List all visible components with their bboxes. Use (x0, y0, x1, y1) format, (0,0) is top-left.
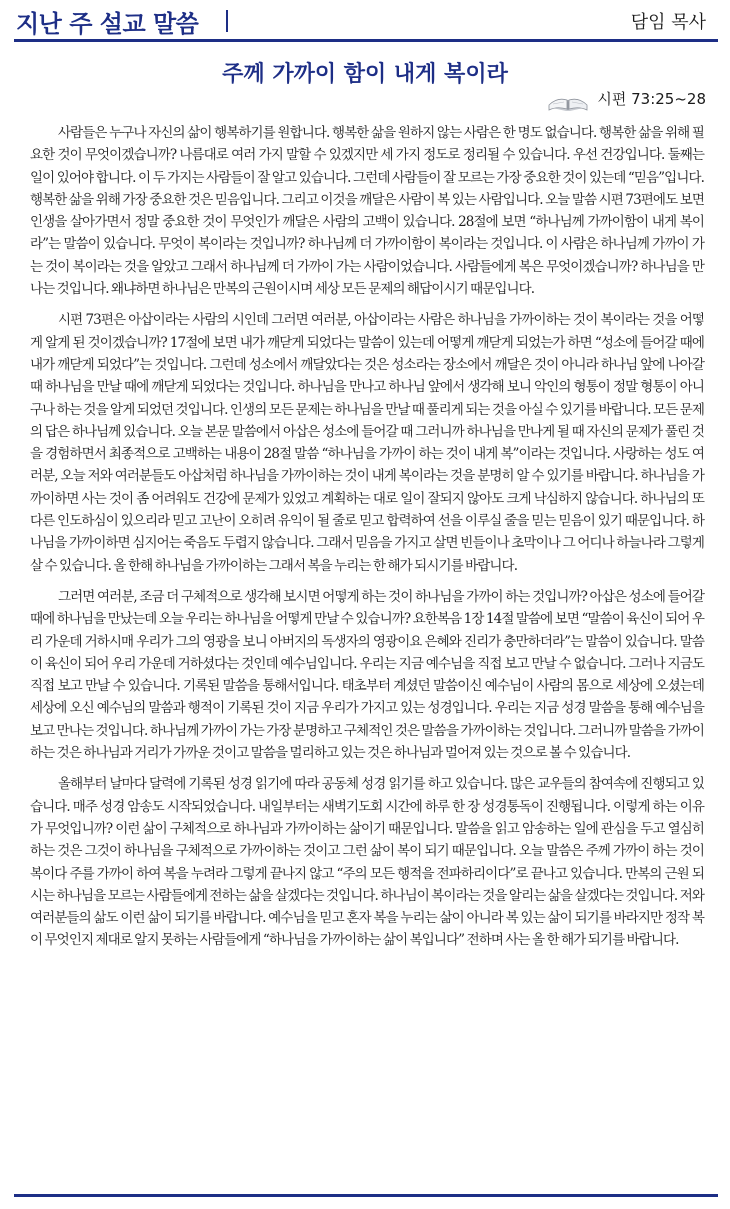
sermon-body (30, 122, 704, 961)
sermon-title: 주께 가까이 함이 내게 복이라 (222, 62, 508, 87)
paragraph: 사람들은 누구나 자신의 삶이 행복하기를 원합니다. 행복한 삶을 원하지 않는 사람은 한 명도 없습니다. 행복한 삶을 위해 필요한 것이 무엇이겠습니까? 나름대로 여러 가지 말할 수 있겠지만 세 가지 정도로 정리될 수 있습니다. 우선 건강입니다. 둘째는 일이 있어야 합니다. 이 두 가지는 사람들이 잘 알고 있습니다. 그런데 사람들이 잘 모르는 가장 중요한 것이 있는데 “믿음”입니다. 행복한 삶을 위해 가장 중요한 것은 믿음입니다. 그리고 이것을 깨달은 사람이 복 있는 사람입니다. 오늘 말씀 시편 73편에도 보면 인생을 살아가면서 정말 중요한 것이 무엇인가 깨달은 사람의 고백이 있습니다. 28절에 보면 “하나님께 가까이함이 내게 복이라”는 말씀이 있습니다. 무엇이 복이라는 것입니까? 하나님께 더 가까이함이 복이라는 것입니다. 이 사람은 하나님께 가까이 가는 것이 복이라는 것을 알았고 그래서 하나님께 더 가까이 가는 사람이었습니다. 사람들에게 복은 무엇이겠습니까? 하나님을 만나는 것입니다. 왜냐하면 하나님은 만복의 근원이시며 세상 모든 문제의 해답이시기 때문입니다. (30, 125, 704, 298)
scripture-reference (597, 88, 706, 112)
page-header (0, 0, 730, 40)
author-label: 담임 목사 (630, 12, 706, 33)
paragraph: 올해부터 날마다 달력에 기록된 성경 읽기에 따라 공동체 성경 읽기를 하고 있습니다. 많은 교우들의 참여속에 진행되고 있습니다. 매주 성경 암송도 시작되었습니다. 내일부터는 새벽기도회 시간에 하루 한 장 성경통독이 진행됩니다. 이렇게 하는 이유가 무엇입니까? 이런 삶이 구체적으로 하나님과 가까이하는 삶이기 때문입니다. 말씀을 읽고 암송하는 일에 관심을 두고 열심히 하는 것은 그것이 하나님을 구체적으로 가까이하는 것이고 그런 삶이 복이 되기 때문입니다. 오늘 말씀은 주께 가까이 하는 것이 복이다 주를 가까이 하여 복을 누려라 그렇게 끝나지 않고 “주의 모든 행적을 전파하리이다”로 끝나고 있습니다. 만복의 근원 되시는 하나님을 모르는 사람들에게 전하는 삶을 살겠다는 것입니다. 하나님이 복이라는 것을 알리는 삶을 살겠다는 것입니다. 저와 여러분들의 삶도 이런 삶이 되기를 바랍니다. 예수님을 믿고 혼자 복을 누리는 삶이 아니라 복 있는 삶이 되기를 바라지만 정작 복이 무엇인지 제대로 알지 못하는 사람들에게 “하나님을 가까이하는 삶이 복입니다” 전하며 사는 올 한 해가 되기를 바랍니다. (30, 776, 704, 949)
paragraph: 그러면 여러분, 조금 더 구체적으로 생각해 보시면 어떻게 하는 것이 하나님을 가까이 하는 것입니까? 아삽은 성소에 들어갈 때에 하나님을 만났는데 오늘 우리는 하나님을 어떻게 만날 수 있습니까? 요한복음 1장 14절 말씀에 보면 “말씀이 육신이 되어 우리 가운데 거하시매 우리가 그의 영광을 보니 아버지의 독생자의 영광이요 은혜와 진리가 충만하더라”는 말씀이 있습니다. 말씀이 육신이 되어 우리 가운데 거하셨다는 것인데 예수님입니다. 우리는 지금 예수님을 직접 보고 만날 수 없습니다. 그러나 지금도 직접 보고 만날 수 있습니다. 기록된 말씀을 통해서입니다. 태초부터 계셨던 말씀이신 예수님이 사람의 몸으로 세상에 오셨는데 세상에 오신 예수님의 말씀과 행적이 기록된 것이 지금 우리가 가지고 있는 성경입니다. 우리는 지금 성경 말씀을 통해 예수님을 보고 만나는 것입니다. 하나님께 가까이 가는 가장 분명하고 구체적인 것은 말씀을 가까이하는 것입니다. 그러니까 말씀을 가까이하는 것은 하나님과 거리가 가까운 것이고 말씀을 멀리하고 있는 것은 하나님과 멀어져 있는 것으로 볼 수 있습니다. (30, 588, 704, 762)
bottom-divider (14, 1194, 718, 1197)
top-divider (14, 39, 718, 42)
bible-icon (545, 88, 591, 112)
title-separator (226, 10, 228, 32)
paragraph: 시편 73편은 아삽이라는 사람의 시인데 그러면 여러분, 아삽이라는 사람은 하나님을 가까이하는 것이 복이라는 것을 어떻게 알게 된 것이겠습니까? 17절에 보면 내가 깨닫게 되었다는 말씀이 있는데 어떻게 깨닫게 되었는가 하면 “성소에 들어갈 때에 내가 깨닫게 되었다”는 것입니다. 그런데 성소에서 깨달았다는 것은 성소라는 장소에서 깨달은 것이 아니라 하나님 앞에 나아갈 때 하나님을 만날 때에 깨닫게 되었다는 것입니다. 하나님을 만나고 하나님 앞에서 생각해 보니 악인의 형통이 정말 형통이 아니구나 하는 것을 알게 되었던 것입니다. 인생의 모든 문제는 하나님을 만날 때 풀리게 되는 것을 아실 수 있기를 바랍니다. 모든 문제의 답은 하나님께 있습니다. 오늘 본문 말씀에서 아삽은 성소에 들어갈 때 그러니까 하나님을 만나게 될 때 자신의 문제가 풀린 것을 경험하면서 최종적으로 고백하는 내용이 28절 말씀 “하나님을 가까이 하는 것이 내게 복”이라는 것입니다. 사랑하는 성도 여러분, 오늘 저와 여러분들도 아삽처럼 하나님을 가까이하는 것이 내게 복이라는 것을 분명히 알 수 있기를 바랍니다. 하나님을 가까이하면 사는 것이 좀 어려워도 건강에 문제가 있었고 계획하는 대로 일이 잘되지 않아도 크게 낙심하지 않습니다. 하나님의 또 다른 인도하심이 있으리라 믿고 고난이 오히려 유익이 될 줄로 믿고 합력하여 선을 이루실 줄을 믿는 믿음이 있기 때문입니다. 하나님을 가까이하면 심지어는 죽음도 두렵지 않습니다. 그래서 믿음을 가지고 살면 빈들이나 초막이나 그 어디나 하늘나라 그렇게 살 수 있습니다. 올 한해 하나님을 가까이하는 그래서 복을 누리는 한 해가 되시기를 바랍니다. (30, 312, 704, 574)
scripture-text: 시편 73:25~28 (597, 90, 706, 108)
section-title: 지난 주 설교 말씀 (16, 10, 199, 38)
